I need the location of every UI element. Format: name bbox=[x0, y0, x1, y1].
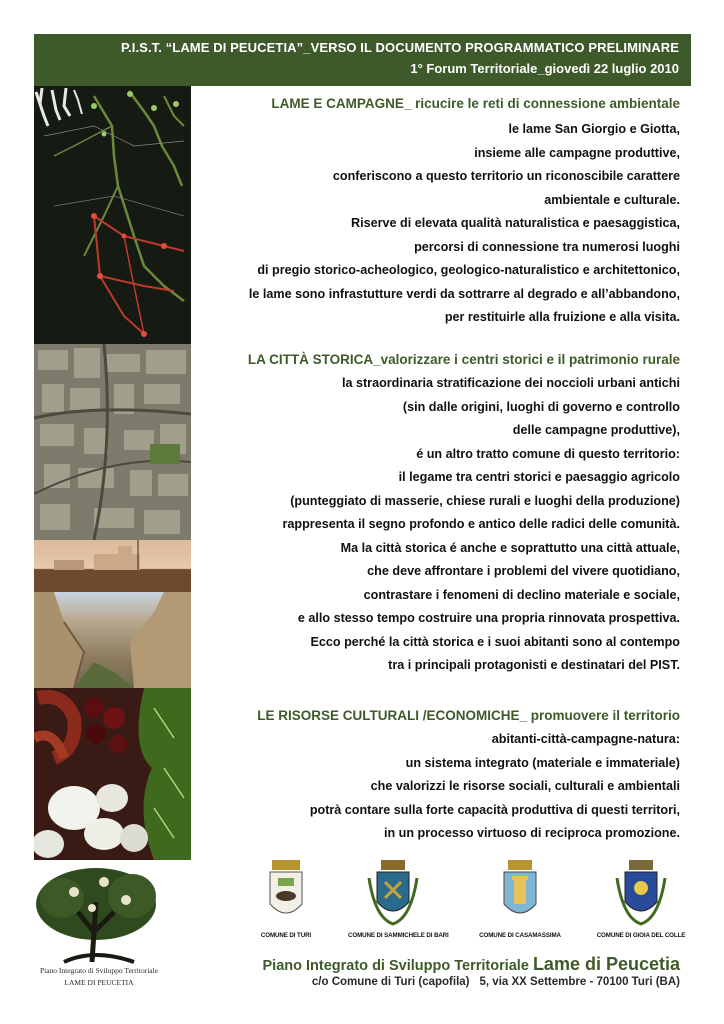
turi-coat-of-arms-icon bbox=[262, 858, 310, 930]
body-line: Ecco perché la città storica e i suoi abitanti sono al contempo bbox=[310, 634, 680, 649]
historic-center-aerial-image bbox=[34, 344, 191, 540]
footer-title-prefix: Piano Integrato di Sviluppo Territoriale bbox=[262, 958, 529, 974]
body-line: tra i principali protagonisti e destinatari del PIST. bbox=[388, 658, 680, 672]
address-left: c/o Comune di Turi (capofila) bbox=[311, 976, 470, 988]
body-line: Ma la città storica é anche e soprattutto una città attuale, bbox=[340, 540, 680, 555]
municipality-name: COMUNE DI TURI bbox=[260, 932, 312, 939]
municipality-name: COMUNE DI SAMMICHELE DI BARI bbox=[348, 932, 449, 939]
section-citta-storica bbox=[248, 350, 680, 678]
footer-title-name: Lame di Peucetia bbox=[532, 954, 680, 974]
body-line: in un processo virtuoso di reciproca promozione. bbox=[383, 826, 680, 840]
crest-turi bbox=[241, 858, 331, 939]
local-products-image bbox=[34, 688, 191, 860]
body-line: é un altro tratto comune di questo territorio: bbox=[416, 446, 680, 461]
lama-canyon-image bbox=[34, 592, 191, 688]
body-line: il legame tra centri storici e paesaggio agricolo bbox=[398, 470, 680, 484]
body-line: (sin dalle origini, luoghi di governo e controllo bbox=[402, 399, 680, 414]
body-line: rappresenta il segno profondo e antico delle radici delle comunità. bbox=[282, 517, 680, 531]
body-line: le lame San Giorgio e Giotta, bbox=[508, 122, 680, 136]
header-title: P.I.S.T. “LAME DI PEUCETIA”_VERSO IL DOCUMENTO PROGRAMMATICO PRELIMINARE bbox=[120, 40, 679, 55]
section-title: LAME E CAMPAGNE_ ricucire le reti di connessione ambientale bbox=[271, 96, 680, 111]
body-line: Riserve di elevata qualità naturalistica e paesaggistica, bbox=[351, 216, 680, 230]
address-right: 5, via XX Settembre - 70100 Turi (BA) bbox=[479, 976, 680, 988]
body-line: per restituirle alla fruizione e alla visita. bbox=[444, 310, 680, 324]
territory-map-image bbox=[34, 86, 191, 344]
body-line: conferiscono a questo territorio un riconoscibile carattere bbox=[332, 169, 680, 183]
body-line: potrà contare sulla forte capacità produttiva di questi territori, bbox=[309, 802, 680, 817]
footer-title bbox=[263, 954, 681, 975]
body-line: delle campagne produttive), bbox=[512, 423, 680, 437]
municipality-name: COMUNE DI CASAMASSIMA bbox=[479, 932, 561, 939]
sammichele-coat-of-arms-icon bbox=[365, 858, 421, 930]
logo-tagline: Piano Integrato di Sviluppo Territoriale bbox=[39, 966, 159, 975]
masseria-farm-image bbox=[34, 540, 191, 592]
body-line: percorsi di connessione tra numerosi luoghi bbox=[414, 239, 680, 254]
body-line: e allo stesso tempo costruire una propria rinnovata prospettiva. bbox=[297, 611, 680, 625]
body-line: che deve affrontare i problemi del vivere quotidiano, bbox=[367, 564, 680, 578]
municipality-name: COMUNE DI GIOIA DEL COLLE bbox=[596, 932, 686, 939]
crest-gioia-del-colle bbox=[596, 858, 686, 939]
gioia-del-colle-coat-of-arms-icon bbox=[613, 858, 669, 930]
section-lame-e-campagne bbox=[249, 94, 680, 330]
body-line: di pregio storico-acheologico, geologico-naturalistico e architettonico, bbox=[257, 263, 680, 277]
lame-di-peucetia-logo bbox=[34, 862, 164, 992]
header-subtitle: 1° Forum Territoriale_giovedì 22 luglio 2010 bbox=[410, 61, 679, 76]
body-line: le lame sono infrastutture verdi da sottrarre al degrado e all’abbandono, bbox=[248, 286, 680, 301]
body-line: la straordinaria stratificazione dei noccioli urbani antichi bbox=[341, 376, 680, 390]
tree-logo-icon bbox=[34, 862, 164, 966]
logo-name: LAME DI PEUCETIA bbox=[64, 978, 134, 987]
body-line: insieme alle campagne produttive, bbox=[474, 145, 680, 160]
section-risorse-culturali bbox=[257, 706, 680, 846]
body-line: abitanti-città-campagne-natura: bbox=[491, 732, 680, 746]
section-title: LA CITTÀ STORICA_valorizzare i centri storici e il patrimonio rurale bbox=[247, 352, 680, 367]
header-banner bbox=[34, 34, 691, 86]
body-line: contrastare i fenomeni di declino materiale e sociale, bbox=[363, 587, 680, 602]
crest-sammichele bbox=[348, 858, 449, 939]
body-line: un sistema integrato (materiale e immateriale) bbox=[405, 755, 680, 770]
footer-address bbox=[312, 976, 680, 988]
casamassima-coat-of-arms-icon bbox=[496, 858, 544, 930]
body-line: ambientale e culturale. bbox=[544, 192, 680, 207]
body-line: (punteggiato di masserie, chiese rurali e luoghi della produzione) bbox=[290, 493, 680, 508]
section-title: LE RISORSE CULTURALI /ECONOMICHE_ promuovere il territorio bbox=[257, 708, 680, 723]
body-line: che valorizzi le risorse sociali, culturali e ambientali bbox=[370, 779, 680, 793]
crest-casamassima bbox=[475, 858, 565, 939]
